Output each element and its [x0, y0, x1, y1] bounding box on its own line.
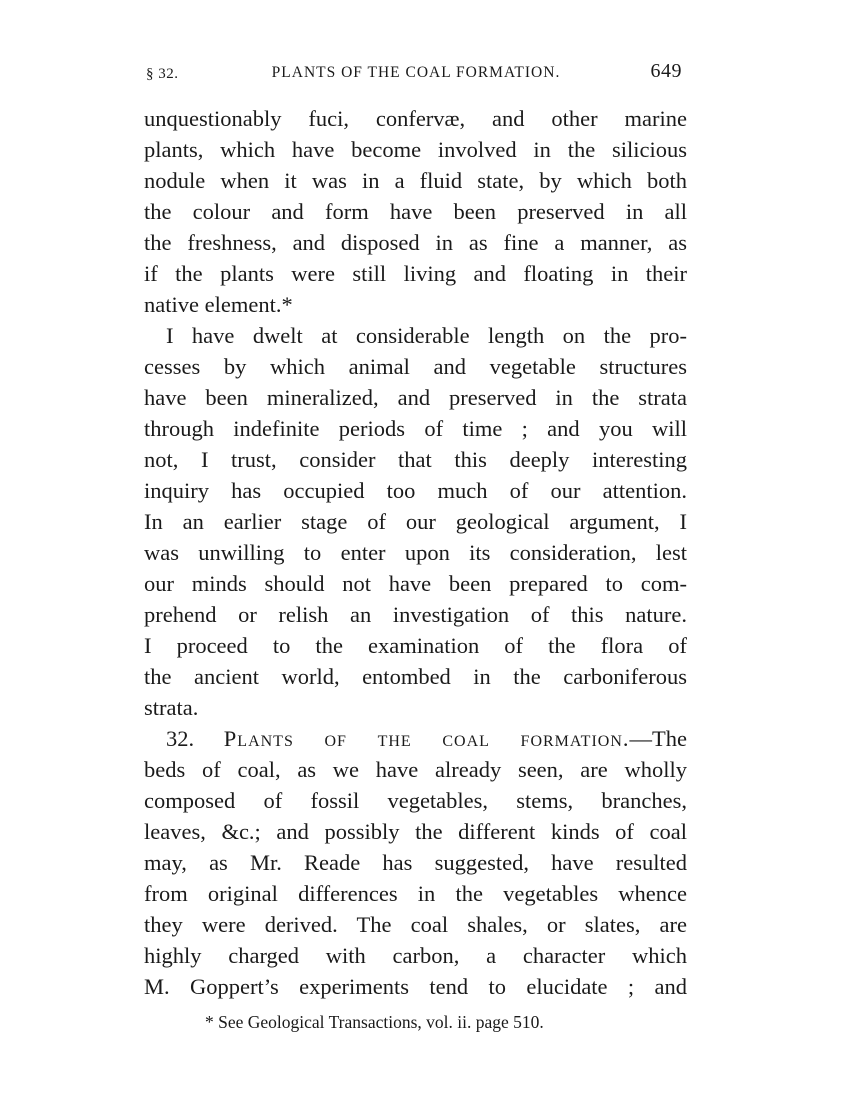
text-line: In an earlier stage of our geological argument, I: [144, 509, 687, 534]
text-line: strata.: [144, 695, 199, 720]
text-line: the freshness, and disposed in as fine a manner, as: [144, 230, 687, 255]
text-line: M. Goppert’s experiments tend to elucidate ; and: [144, 974, 687, 999]
text-line: the ancient world, entombed in the carboniferous: [144, 664, 687, 689]
running-title: PLANTS OF THE COAL FORMATION.: [271, 64, 561, 81]
text-line: the colour and form have been preserved in all: [144, 199, 687, 224]
text-line: leaves, &c.; and possibly the different kinds of coal: [144, 819, 687, 844]
text-line: have been mineralized, and preserved in the strata: [144, 385, 687, 410]
text-line: I proceed to the examination of the flora of: [144, 633, 687, 658]
paragraph: [144, 103, 687, 320]
text-line: through indefinite periods of time ; and you will: [144, 416, 687, 441]
text-line: if the plants were still living and floating in their: [144, 261, 687, 286]
page-number: 649: [650, 60, 682, 82]
section-heading: Plants of the coal formation.: [223, 726, 630, 751]
text-line: was unwilling to enter upon its consideration, lest: [144, 540, 687, 565]
section-number: 32.: [166, 726, 195, 751]
text-line: from original differences in the vegetables whence: [144, 881, 687, 906]
section-heading-line: [144, 723, 687, 754]
text-line: beds of coal, as we have already seen, are wholly: [144, 757, 687, 782]
text-line: they were derived. The coal shales, or slates, are: [144, 912, 687, 937]
text-line: prehend or relish an investigation of this nature.: [144, 602, 687, 627]
text-line: plants, which have become involved in the silicious: [144, 137, 687, 162]
text-line: inquiry has occupied too much of our attention.: [144, 478, 687, 503]
text-line: cesses by which animal and vegetable structures: [144, 354, 687, 379]
paragraph: [144, 723, 687, 1002]
text-line: our minds should not have been prepared to com-: [144, 571, 687, 596]
text-line: I have dwelt at considerable length on the pro-: [166, 323, 687, 348]
text-line: not, I trust, consider that this deeply interesting: [144, 447, 687, 472]
text-line: may, as Mr. Reade has suggested, have resulted: [144, 850, 687, 875]
footnote: * See Geological Transactions, vol. ii. page 510.: [205, 1012, 544, 1032]
text-line: highly charged with carbon, a character which: [144, 943, 687, 968]
text-line: native element.*: [144, 292, 293, 317]
text-line: nodule when it was in a fluid state, by which both: [144, 168, 687, 193]
text-line: composed of fossil vegetables, stems, branches,: [144, 788, 687, 813]
paragraph: [144, 320, 687, 723]
text-line: unquestionably fuci, confervæ, and other marine: [144, 106, 687, 131]
page-body: [144, 103, 687, 1002]
running-header: [146, 60, 686, 90]
section-marker: § 32.: [146, 66, 179, 82]
heading-tail: —The: [629, 726, 687, 751]
